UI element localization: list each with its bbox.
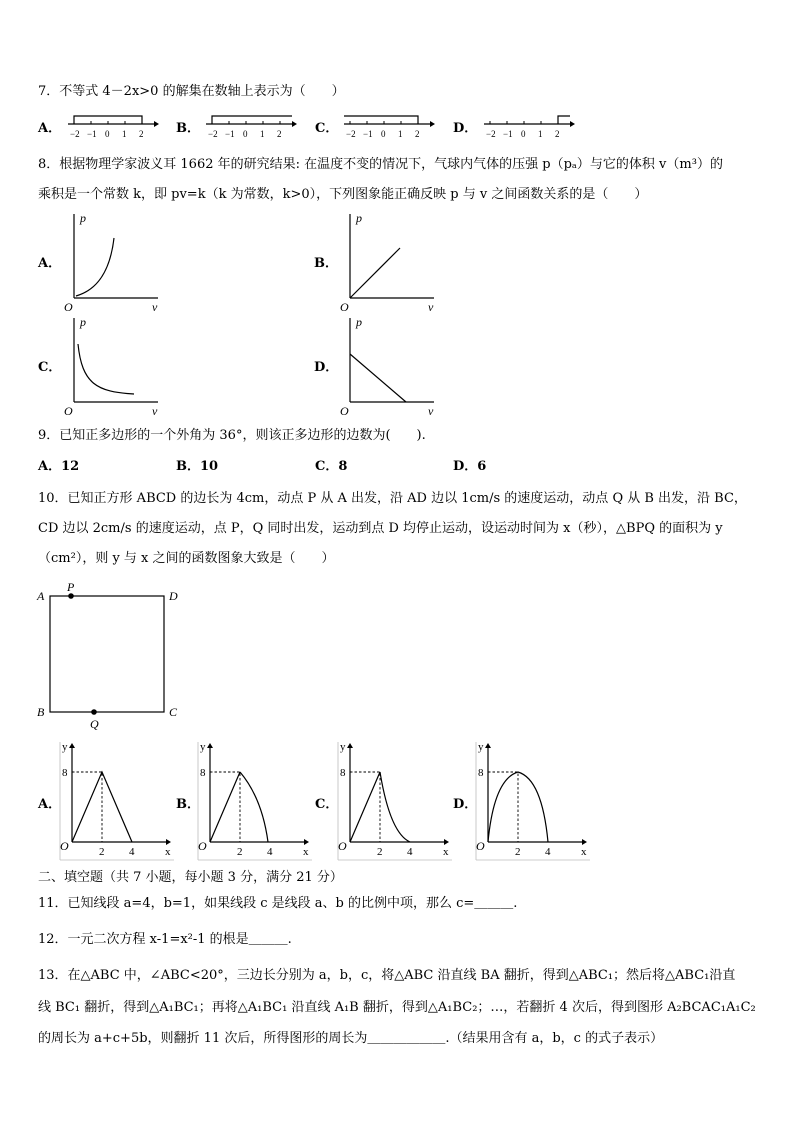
- q8-option-c-label[interactable]: C．: [38, 360, 62, 375]
- q13-line2: 线 BC₁ 翻折，得到△A₁BC₁；再将△A₁BC₁ 沿直线 A₁B 翻折，得到△A₁BC₂；…，若翻折 4 次后，得到图形 A₂BCAC₁A₁C₂: [38, 1000, 756, 1015]
- q7-stem: 7．不等式 4－2x>0 的解集在数轴上表示为（ ）: [38, 84, 345, 99]
- q8-graph-c: [62, 314, 162, 419]
- vertex-b-label: B: [37, 705, 45, 719]
- origin-label: O: [198, 839, 207, 853]
- axis-x-label: x: [443, 846, 449, 858]
- q10-graph-d: [472, 734, 592, 863]
- tick-label: 2: [277, 129, 282, 139]
- tick-label: −2: [208, 129, 218, 139]
- origin-label: O: [340, 300, 349, 314]
- q9-option-a[interactable]: A．12: [38, 459, 80, 474]
- x-tick-2: 2: [99, 846, 105, 858]
- q10-stem-line3: （cm²），则 y 与 x 之间的函数图象大致是（ ）: [38, 551, 335, 566]
- x-tick-2: 2: [237, 846, 243, 858]
- q10-graph-c: [334, 738, 454, 863]
- point-q-label: Q: [90, 717, 99, 731]
- vertex-d-label: D: [169, 589, 178, 603]
- q11-text: 11．已知线段 a=4，b=1，如果线段 c 是线段 a、b 的比例中项，那么 c=＿＿＿.: [38, 896, 518, 911]
- q10-option-d-label[interactable]: D．: [453, 797, 478, 812]
- tick-label: 0: [381, 129, 386, 139]
- q7-option-c-label[interactable]: C．: [315, 121, 339, 136]
- x-tick-4: 4: [545, 846, 551, 858]
- axis-x-label: x: [303, 846, 309, 858]
- tick-label: −1: [225, 129, 235, 139]
- tick-label: 1: [398, 129, 403, 139]
- tick-label: 2: [555, 129, 560, 139]
- q8-graph-b: [338, 210, 438, 315]
- tick-label: −1: [87, 129, 97, 139]
- axis-x-label: v: [428, 300, 434, 314]
- peak-label: 8: [62, 767, 68, 779]
- axis-x-label: v: [152, 404, 158, 418]
- q7-number-line-c: [338, 112, 438, 142]
- tick-label: −1: [503, 129, 513, 139]
- axis-y-label: y: [62, 741, 68, 753]
- peak-label: 8: [478, 767, 484, 779]
- origin-label: O: [64, 300, 73, 314]
- tick-label: −2: [346, 129, 356, 139]
- axis-y-label: p: [80, 211, 86, 225]
- q7-number-line-d: [478, 112, 578, 142]
- q13-line1: 13．在△ABC 中，∠ABC<20°，三边长分别为 a，b，c，将△ABC 沿直线 BA 翻折，得到△ABC₁；然后将△ABC₁沿直: [38, 968, 736, 983]
- tick-label: 1: [538, 129, 543, 139]
- q10-graph-b: [194, 738, 314, 863]
- q7-option-b-label[interactable]: B．: [176, 121, 200, 136]
- q10-stem-line1: 10．已知正方形 ABCD 的边长为 4cm，动点 P 从 A 出发，沿 AD 边以 1cm/s 的速度运动，动点 Q 从 B 出发，沿 BC，: [38, 491, 747, 506]
- origin-label: O: [338, 839, 347, 853]
- q10-graph-a: [56, 738, 176, 863]
- q9-stem: 9．已知正多边形的一个外角为 36°，则该正多边形的边数为( ).: [38, 428, 426, 443]
- q8-option-d-label[interactable]: D．: [314, 360, 339, 375]
- x-tick-4: 4: [407, 846, 413, 858]
- origin-label: O: [476, 839, 485, 853]
- tick-label: 1: [260, 129, 265, 139]
- axis-y-label: y: [200, 741, 206, 753]
- q9-option-b[interactable]: B．10: [176, 459, 219, 474]
- q10-stem-line2: CD 边以 2cm/s 的速度运动，点 P，Q 同时出发，运动到点 D 均停止运动，设运动时间为 x（秒），△BPQ 的面积为 y: [38, 521, 723, 536]
- axis-y-label: y: [478, 741, 484, 753]
- peak-label: 8: [340, 767, 346, 779]
- q10-option-b-label[interactable]: B．: [176, 797, 200, 812]
- q12-text: 12．一元二次方程 x-1=x²-1 的根是＿＿＿.: [38, 932, 292, 947]
- x-tick-4: 4: [267, 846, 273, 858]
- q7-number-line-a: [62, 112, 162, 142]
- tick-label: 2: [139, 129, 144, 139]
- q9-option-c[interactable]: C．8: [315, 459, 348, 474]
- vertex-a-label: A: [37, 589, 45, 603]
- peak-label: 8: [200, 767, 206, 779]
- axis-y-label: y: [340, 741, 346, 753]
- vertex-c-label: C: [169, 705, 178, 719]
- q13-line3: 的周长为 a+c+5b，则翻折 11 次后，所得图形的周长为＿＿＿＿＿＿.（结果用含有 a，b，c 的式子表示）: [38, 1031, 664, 1046]
- axis-y-label: p: [80, 315, 86, 329]
- point-p-label: P: [67, 580, 75, 594]
- q8-stem-line2: 乘积是一个常数 k，即 pv=k（k 为常数，k>0），下列图象能正确反映 p 与 v 之间函数关系的是（ ）: [38, 187, 648, 202]
- origin-label: O: [340, 404, 349, 418]
- q8-option-b-label[interactable]: B．: [314, 256, 338, 271]
- q8-option-a-label[interactable]: A．: [38, 256, 62, 271]
- q8-graph-d: [338, 314, 438, 419]
- section-heading: 二、填空题（共 7 小题，每小题 3 分，满分 21 分）: [38, 870, 343, 885]
- axis-x-label: v: [152, 300, 158, 314]
- tick-label: 0: [105, 129, 110, 139]
- tick-label: 2: [415, 129, 420, 139]
- x-tick-4: 4: [129, 846, 135, 858]
- q7-number-line-b: [200, 112, 300, 142]
- origin-label: O: [64, 404, 73, 418]
- axis-x-label: x: [581, 846, 587, 858]
- axis-y-label: p: [356, 211, 362, 225]
- x-tick-2: 2: [377, 846, 383, 858]
- tick-label: 1: [122, 129, 127, 139]
- q10-square-figure: [34, 582, 194, 732]
- tick-label: 0: [243, 129, 248, 139]
- q8-stem-line1: 8．根据物理学家波义耳 1662 年的研究结果: 在温度不变的情况下，气球内气体的压强 p（pₐ）与它的体积 v（m³）的: [38, 157, 723, 172]
- axis-y-label: p: [356, 315, 362, 329]
- q10-option-c-label[interactable]: C．: [315, 797, 339, 812]
- tick-label: −1: [363, 129, 373, 139]
- axis-x-label: x: [165, 846, 171, 858]
- tick-label: 0: [521, 129, 526, 139]
- q10-option-a-label[interactable]: A．: [38, 797, 62, 812]
- tick-label: −2: [486, 129, 496, 139]
- tick-label: −2: [70, 129, 80, 139]
- q7-option-a-label[interactable]: A．: [38, 121, 62, 136]
- q8-graph-a: [62, 210, 162, 315]
- origin-label: O: [60, 839, 69, 853]
- axis-x-label: v: [428, 404, 434, 418]
- q7-option-d-label[interactable]: D．: [453, 121, 478, 136]
- x-tick-2: 2: [515, 846, 521, 858]
- q9-option-d[interactable]: D．6: [453, 459, 487, 474]
